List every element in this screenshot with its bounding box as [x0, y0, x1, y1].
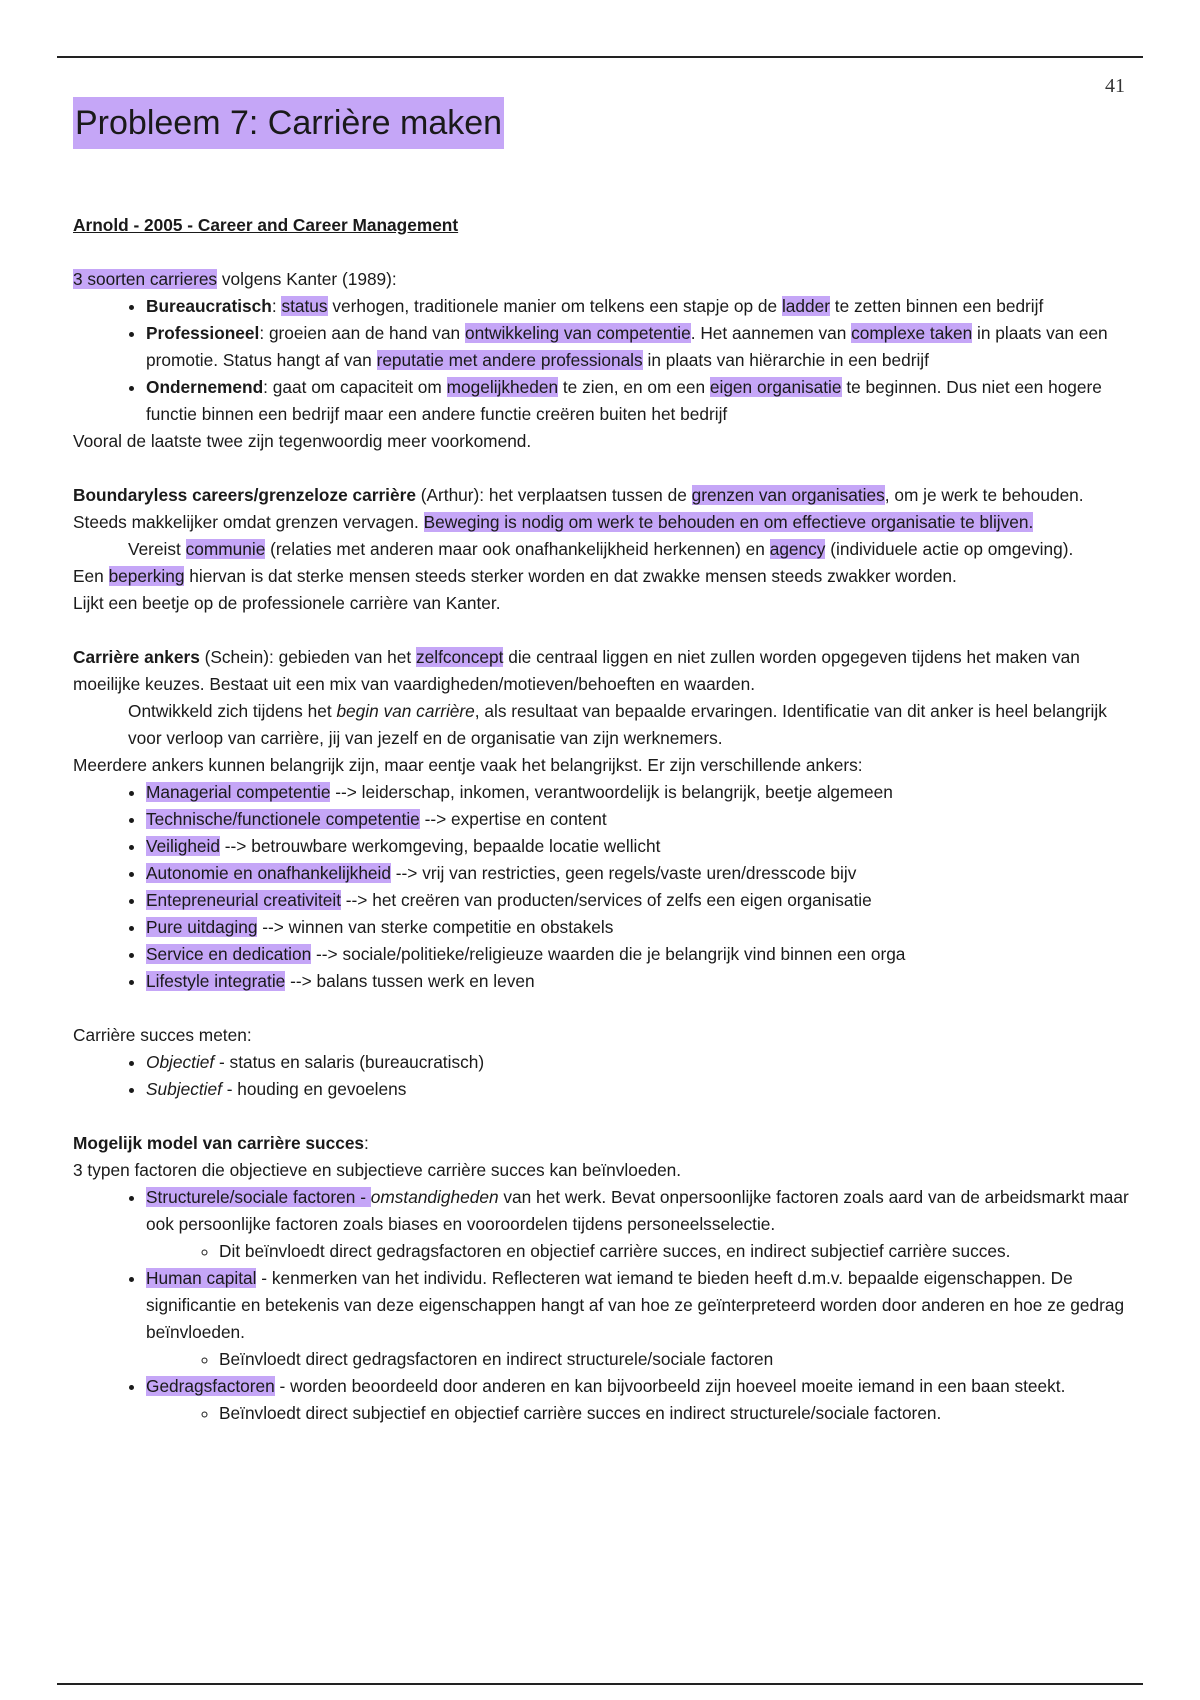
list-item: • Structurele/sociale factoren - omstandigheden van het werk. Bevat onpersoonlijke factoren zoals aard van de arbeidsmarkt maar ook persoonlijke factoren zoals biases en vooroordelen tijdens personeelsselectie. ◦ Dit beïnvloedt direct gedragsfactoren en objectief carrière succes, en indirect subjectief carrière succes. — [146, 1184, 1133, 1265]
list-item: • Objectief - status en salaris (bureaucratisch) — [146, 1049, 1133, 1076]
sub-list — [146, 1400, 1133, 1427]
ankers-multiple: Meerdere ankers kunnen belangrijk zijn, maar eentje vaak het belangrijkst. Er zijn verschillende ankers: — [73, 755, 863, 775]
ankers-development: Ontwikkeld zich tijdens het begin van carrière, als resultaat van bepaalde ervaringen. Identificatie van dit anker is heel belangrijk voor verloop van carrière, jij van jezelf en de organisatie van zijn werknemers. — [128, 701, 1107, 748]
boundaryless-paragraph: Boundaryless careers/grenzeloze carrière (Arthur): het verplaatsen tussen de grenzen van organisaties, om je werk te behouden. Steeds makkelijker omdat grenzen vervagen. Beweging is nodig om werk te behouden en om effectieve organisatie te blijven. — [73, 485, 1084, 532]
sub-list-item: ◦ Dit beïnvloedt direct gedragsfactoren en objectief carrière succes, en indirect subjectief carrière succes. — [219, 1238, 1133, 1265]
list-item: • Technische/functionele competentie --> expertise en content — [146, 806, 1133, 833]
carrieres-outro: Vooral de laatste twee zijn tegenwoordig meer voorkomend. — [73, 431, 532, 451]
list-item: • Ondernemend: gaat om capaciteit om mogelijkheden te zien, en om een eigen organisatie te beginnen. Dus niet een hogere functie binnen een bedrijf maar een andere functie creëren buiten het bedrijf — [146, 374, 1133, 428]
list-item: • Autonomie en onafhankelijkheid --> vrij van restricties, geen regels/vaste uren/dresscode bijv — [146, 860, 1133, 887]
page-title: Probleem 7: Carrière maken — [73, 97, 504, 149]
list-item: • Lifestyle integratie --> balans tussen werk en leven — [146, 968, 1133, 995]
list-item: • Bureaucratisch: status verhogen, traditionele manier om telkens een stapje op de ladder te zetten binnen een bedrijf — [146, 293, 1133, 320]
ankers-list — [73, 779, 1133, 995]
list-item: • Gedragsfactoren - worden beoordeeld door anderen en kan bijvoorbeeld zijn hoeveel moeite iemand in een baan steekt. ◦ Beïnvloedt direct subjectief en objectief carrière succes en indirect structurele/sociale factoren. — [146, 1373, 1133, 1427]
bottom-rule — [57, 1683, 1143, 1685]
succes-list — [73, 1049, 1133, 1103]
carrieres-list — [73, 293, 1133, 428]
succes-heading: Carrière succes meten: — [73, 1025, 252, 1045]
model-heading: Mogelijk model van carrière succes: — [73, 1133, 369, 1153]
carrieres-intro: 3 soorten carrieres volgens Kanter (1989): — [73, 269, 397, 289]
list-item: • Human capital - kenmerken van het individu. Reflecteren wat iemand te bieden heeft d.m.v. bepaalde eigenschappen. De significantie en betekenis van deze eigenschappen hangt af van hoe ze geïnterpreteerd worden door anderen en hoe ze gedrag beïnvloeden. ◦ Beïnvloedt direct gedragsfactoren en indirect structurele/sociale factoren — [146, 1265, 1133, 1373]
list-item: • Service en dedication --> sociale/politieke/religieuze waarden die je belangrijk vind binnen een orga — [146, 941, 1133, 968]
article-title: Arnold - 2005 - Career and Career Management — [73, 215, 459, 235]
list-item: • Managerial competentie --> leiderschap, inkomen, verantwoordelijk is belangrijk, beetje algemeen — [146, 779, 1133, 806]
top-rule — [57, 56, 1143, 58]
boundaryless-similar: Lijkt een beetje op de professionele carrière van Kanter. — [73, 593, 501, 613]
sub-list-item: ◦ Beïnvloedt direct gedragsfactoren en indirect structurele/sociale factoren — [219, 1346, 1133, 1373]
ankers-paragraph: Carrière ankers (Schein): gebieden van het zelfconcept die centraal liggen en niet zullen worden opgegeven tijdens het maken van moeilijke keuzes. Bestaat uit een mix van vaardigheden/motieven/behoeften en waarden. — [73, 647, 1080, 694]
list-item: • Pure uitdaging --> winnen van sterke competitie en obstakels — [146, 914, 1133, 941]
model-list — [73, 1184, 1133, 1427]
document-body — [73, 97, 1133, 1427]
sub-list — [146, 1238, 1133, 1265]
boundaryless-requirements: Vereist communie (relaties met anderen maar ook onafhankelijkheid herkennen) en agency (individuele actie op omgeving). — [128, 539, 1074, 559]
list-item: • Veiligheid --> betrouwbare werkomgeving, bepaalde locatie wellicht — [146, 833, 1133, 860]
list-item: • Entepreneurial creativiteit --> het creëren van producten/services of zelfs een eigen organisatie — [146, 887, 1133, 914]
model-intro: 3 typen factoren die objectieve en subjectieve carrière succes kan beïnvloeden. — [73, 1160, 682, 1180]
page-number: 41 — [1105, 75, 1125, 97]
sub-list-item: ◦ Beïnvloedt direct subjectief en objectief carrière succes en indirect structurele/sociale factoren. — [219, 1400, 1133, 1427]
list-item: • Subjectief - houding en gevoelens — [146, 1076, 1133, 1103]
sub-list — [146, 1346, 1133, 1373]
boundaryless-limitation: Een beperking hiervan is dat sterke mensen steeds sterker worden en dat zwakke mensen steeds zwakker worden. — [73, 566, 957, 586]
list-item: • Professioneel: groeien aan de hand van ontwikkeling van competentie. Het aannemen van complexe taken in plaats van een promotie. Status hangt af van reputatie met andere professionals in plaats van hiërarchie in een bedrijf — [146, 320, 1133, 374]
